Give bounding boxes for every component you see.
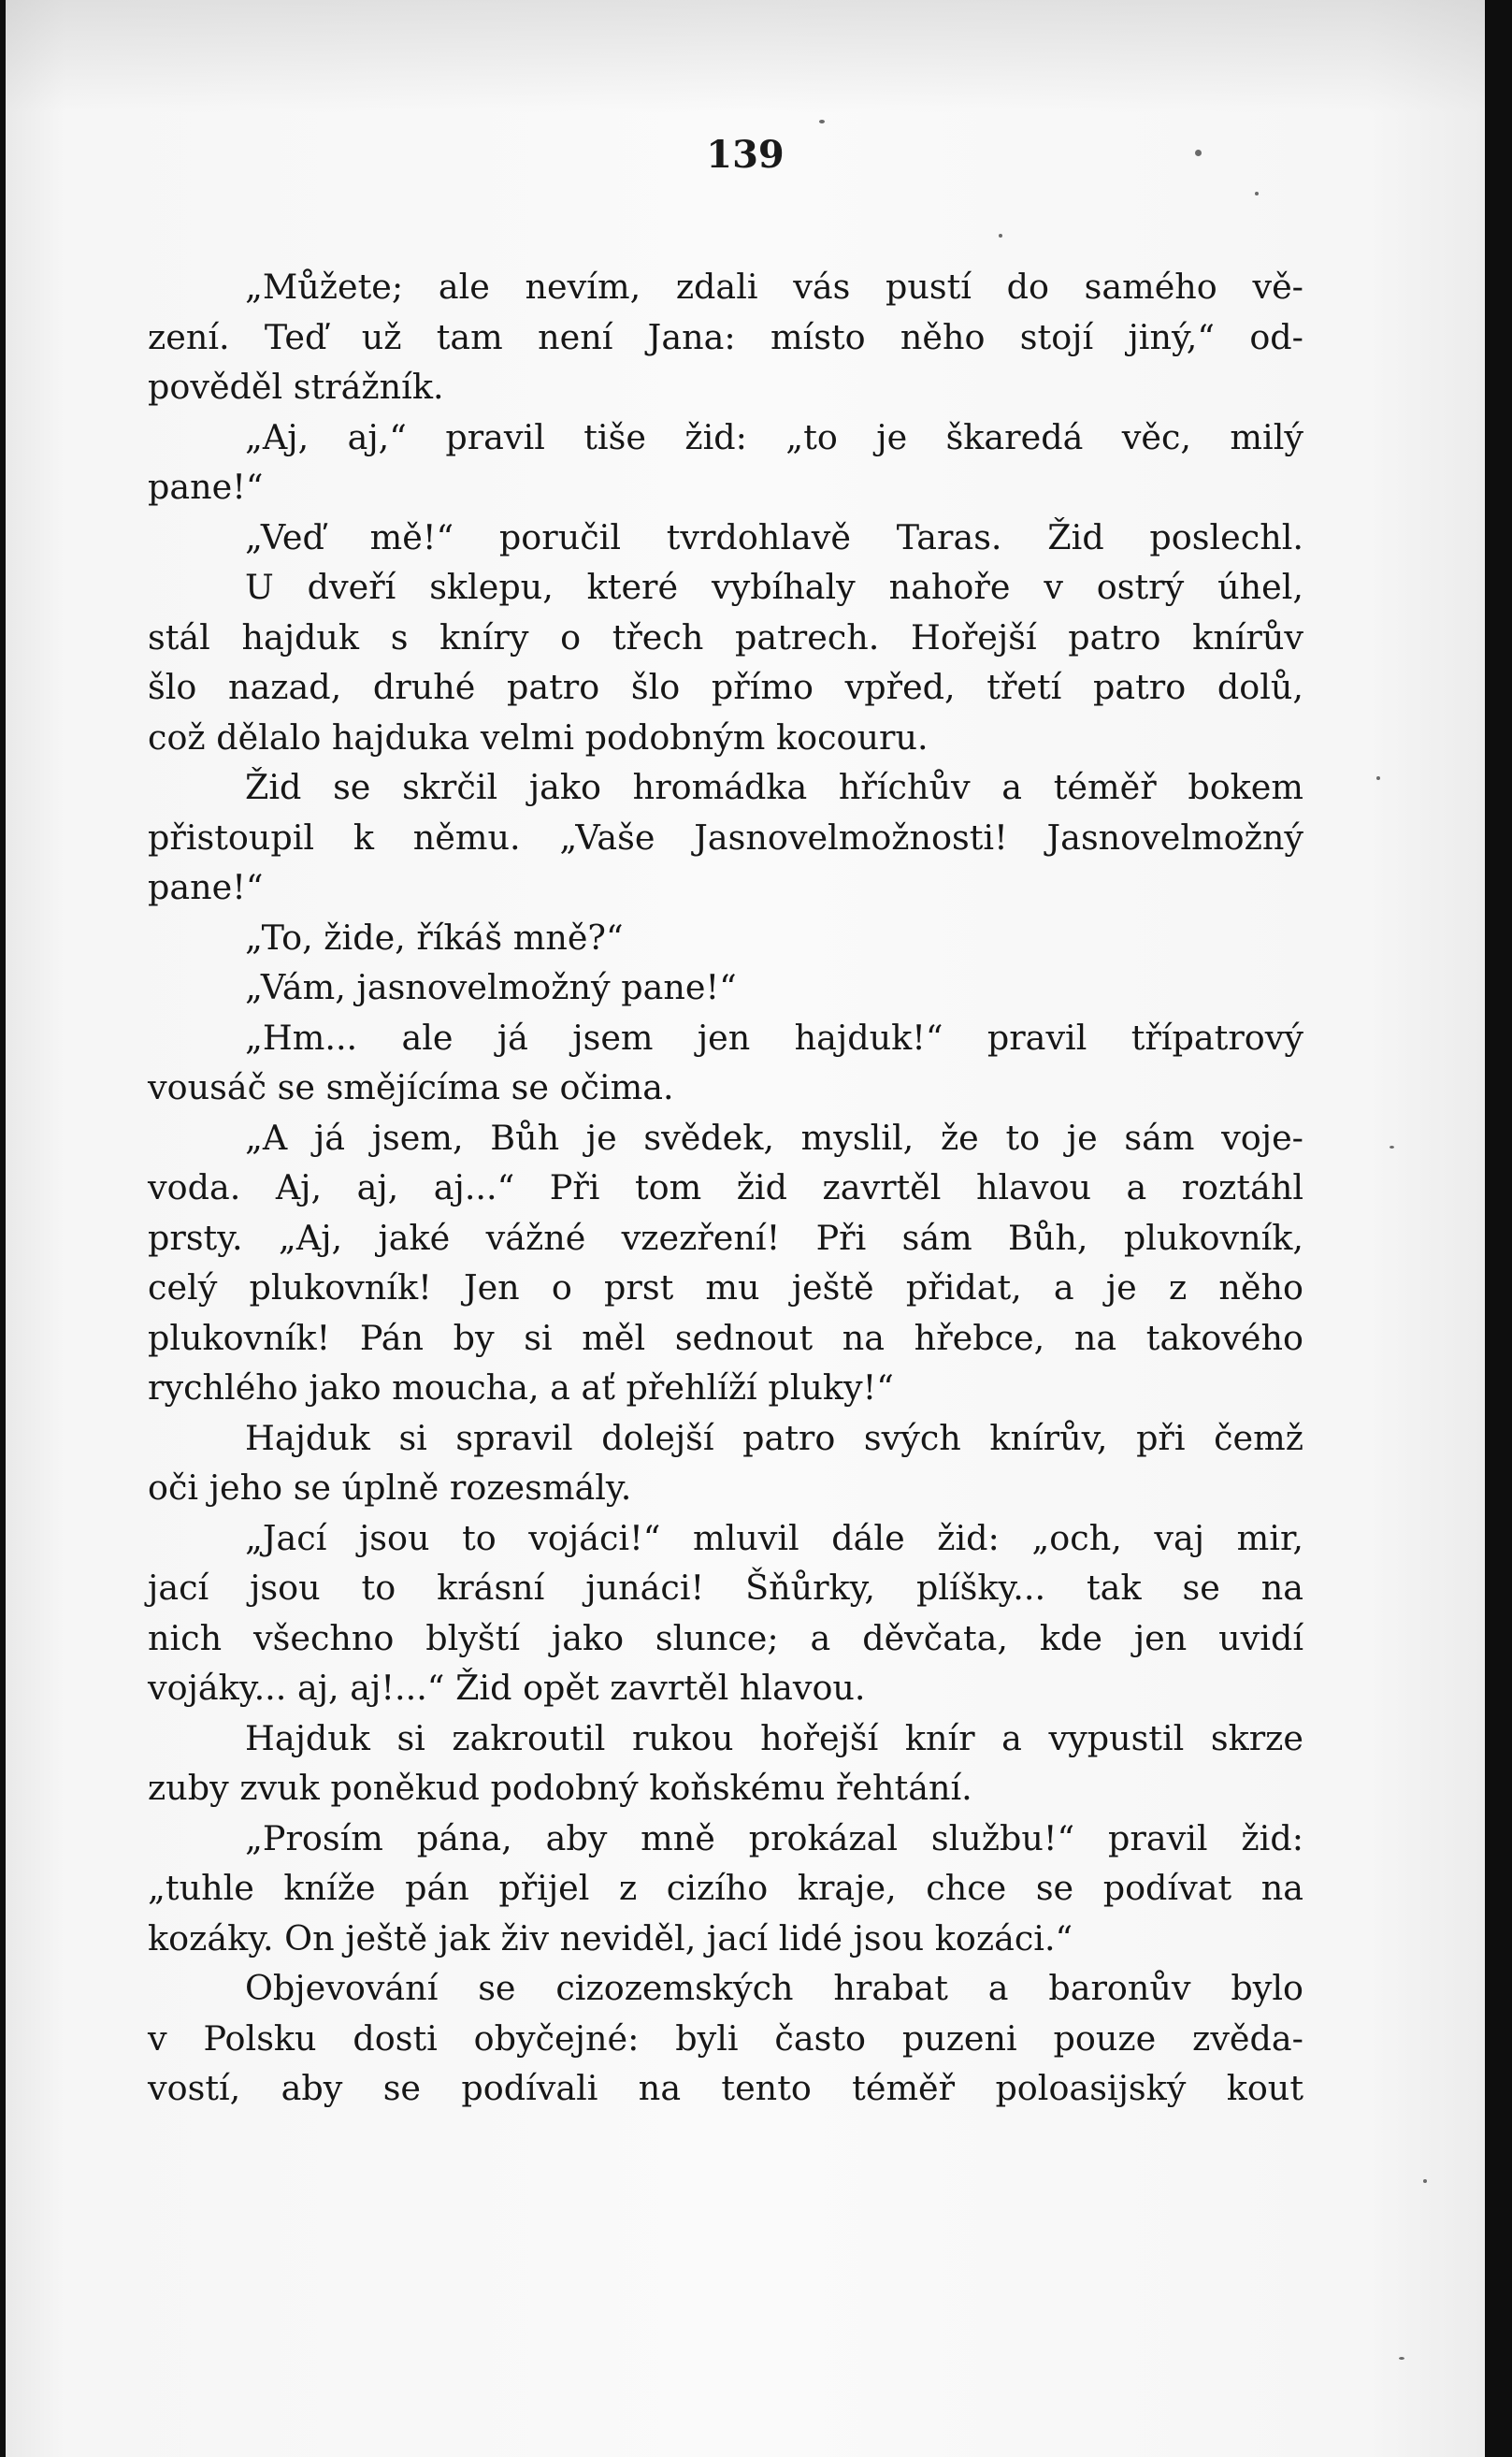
text-line: pane!“ xyxy=(148,467,264,507)
text-line: Hajduk si zakroutil rukou hořejší knír a vypustil skrze xyxy=(245,1717,1303,1758)
paper-speck xyxy=(1255,192,1259,195)
text-line: v Polsku dosti obyčejné: byli často puzeni pouze zvěda- xyxy=(148,2017,1303,2059)
text-line: šlo nazad, druhé patro šlo přímo vpřed, třetí patro dolů, xyxy=(148,667,1303,707)
text-line: voda. Aj, aj, aj...“ Při tom žid zavrtěl hlavou a roztáhl xyxy=(148,1167,1303,1207)
text-line: „Prosím pána, aby mně prokázal službu!“ pravil žid: xyxy=(245,1817,1303,1858)
text-line: což dělalo hajduka velmi podobným kocouru. xyxy=(148,716,929,758)
paper-speck xyxy=(999,234,1002,238)
paper-speck xyxy=(1423,2179,1427,2183)
text-line: zuby zvuk poněkud podobný koňskému řehtání. xyxy=(148,1768,972,1808)
paper-speck xyxy=(1399,2357,1404,2360)
text-line: „A já jsem, Bůh je svědek, myslil, že to je sám voje- xyxy=(245,1117,1303,1158)
text-line: rychlého jako moucha, a ať přehlíží pluky!“ xyxy=(148,1367,894,1408)
text-line: přistoupil k němu. „Vaše Jasnovelmožnosti! Jasnovelmožný xyxy=(148,817,1303,858)
text-line: stál hajduk s kníry o třech patrech. Hořejší patro knírův xyxy=(148,616,1303,658)
text-line: plukovník! Pán by si měl sednout na hřebce, na takového xyxy=(148,1317,1303,1358)
text-line: zení. Teď už tam není Jana: místo něho stojí jiný,“ od- xyxy=(148,316,1303,357)
text-line: celý plukovník! Jen o prst mu ještě přidat, a je z něho xyxy=(148,1267,1303,1308)
text-line: „Jací jsou to vojáci!“ mluvil dále žid: „och, vaj mir, xyxy=(245,1517,1303,1558)
text-line: nich všechno blyští jako slunce; a děvčata, kde jen uvidí xyxy=(148,1617,1303,1658)
text-line: prsty. „Aj, jaké vážné vzezření! Při sám Bůh, plukovník, xyxy=(148,1217,1303,1258)
text-line: „Můžete; ale nevím, zdali vás pustí do samého vě- xyxy=(245,267,1303,307)
text-line: vousáč se smějícíma se očima. xyxy=(148,1067,674,1107)
body-text xyxy=(148,262,1303,2114)
text-line: „Veď mě!“ poručil tvrdohlavě Taras. Žid poslechl. xyxy=(245,516,1303,557)
text-line: „To, žide, říkáš mně?“ xyxy=(245,917,624,958)
text-line: „Hm... ale já jsem jen hajduk!“ pravil třípatrový xyxy=(245,1017,1303,1058)
text-line: „Aj, aj,“ pravil tiše žid: „to je škaredá věc, milý xyxy=(245,416,1303,457)
paper-speck xyxy=(819,120,825,123)
paper-speck xyxy=(1390,1146,1394,1149)
text-line: Objevování se cizozemských hrabat a baronův bylo xyxy=(245,1968,1303,2008)
text-line: „tuhle kníže pán přijel z cizího kraje, chce se podívat na xyxy=(148,1868,1303,1908)
text-line: jací jsou to krásní junáci! Šňůrky, plíšky... tak se na xyxy=(148,1568,1303,1608)
text-line: U dveří sklepu, které vybíhaly nahoře v ostrý úhel, xyxy=(245,567,1303,607)
text-line: „Vám, jasnovelmožný pane!“ xyxy=(245,967,737,1007)
text-line: kozáky. On ještě jak živ neviděl, jací lidé jsou kozáci.“ xyxy=(148,1917,1073,1958)
paper-speck xyxy=(1376,776,1380,780)
text-line: oči jeho se úplně rozesmály. xyxy=(148,1467,632,1508)
text-line: Žid se skrčil jako hromádka hříchův a téměř bokem xyxy=(245,767,1303,807)
page-number: 139 xyxy=(706,133,785,177)
text-line: pane!“ xyxy=(148,867,264,907)
scan-border xyxy=(1485,0,1512,2457)
paper-speck xyxy=(1195,150,1202,156)
text-line: vojáky... aj, aj!...“ Žid opět zavrtěl hlavou. xyxy=(148,1668,866,1708)
text-line: Hajduk si spravil dolejší patro svých knírův, při čemž xyxy=(245,1417,1303,1458)
book-page xyxy=(6,0,1485,2457)
text-line: pověděl strážník. xyxy=(148,367,444,407)
text-line: vostí, aby se podívali na tento téměř poloasijský kout xyxy=(148,2068,1303,2108)
